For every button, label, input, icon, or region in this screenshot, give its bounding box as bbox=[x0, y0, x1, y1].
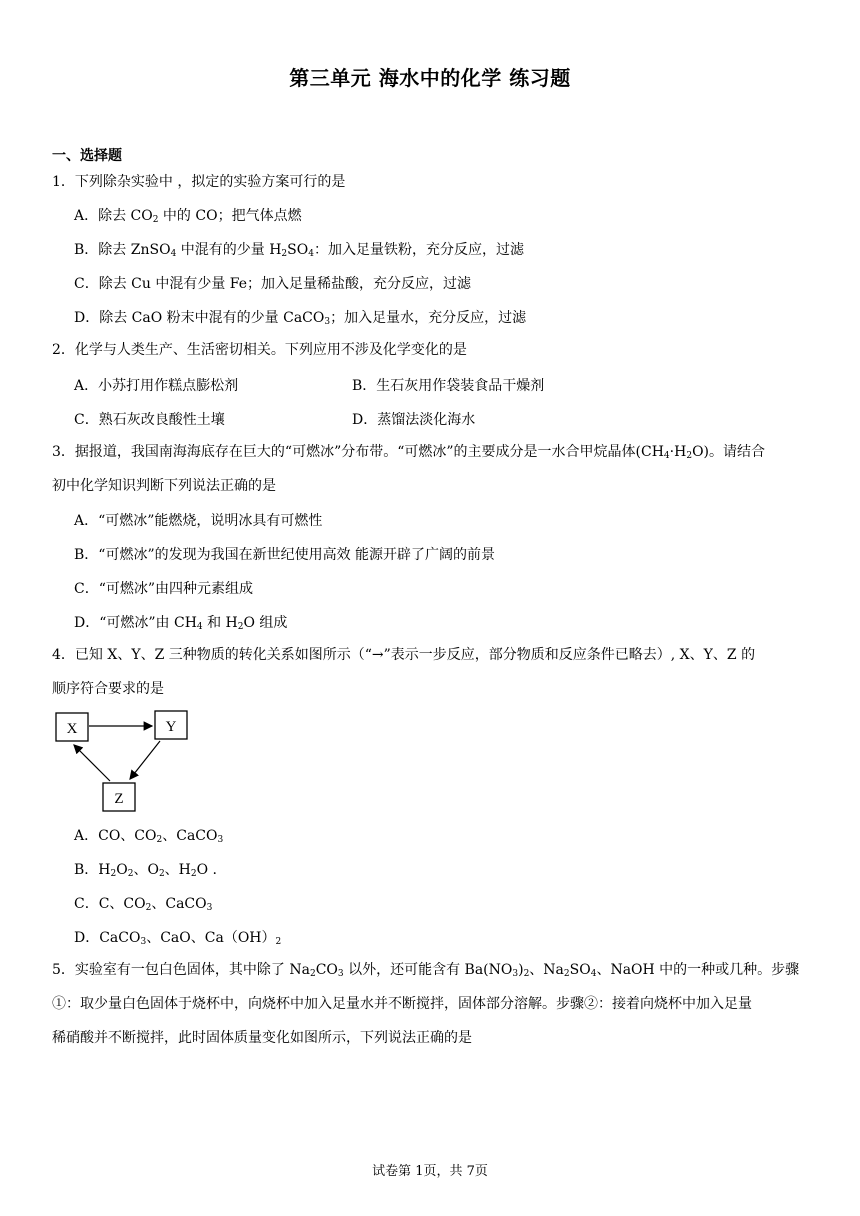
arrow-z-to-x bbox=[74, 745, 110, 781]
arrow-y-to-z bbox=[130, 741, 160, 779]
q1-stem: 1．下列除杂实验中 ，拟定的实验方案可行的是 bbox=[52, 174, 346, 190]
label-x: X bbox=[66, 721, 78, 737]
q3-option-a: A．“可燃冰”能燃烧，说明冰具有可燃性 bbox=[74, 513, 323, 529]
q1-option-c: C．除去 Cu 中混有少量 Fe；加入足量稀盐酸，充分反应，过滤 bbox=[74, 276, 472, 292]
q2-option-a: A．小苏打用作糕点膨松剂 bbox=[74, 378, 239, 394]
section-heading: 一、选择题 bbox=[52, 148, 122, 164]
q3-option-c: C．“可燃冰”由四种元素组成 bbox=[74, 581, 254, 597]
q4-option-d: D．CaCO$_3$、CaO、$Ca(OH)_2$ bbox=[74, 930, 282, 947]
q1-option-b: B．除去 ZnSO$_4$ 中混有的少量 $H_2SO_4$：加入足量铁粉，充分反应，过滤 bbox=[74, 242, 524, 259]
q4-option-a: A．CO、$CO_2$、CaCO$_3$ bbox=[74, 828, 224, 845]
q3-stem-line2: 初中化学知识判断下列说法正确的是 bbox=[52, 478, 276, 494]
page-title: 第三单元 海水中的化学 练习题 bbox=[289, 66, 571, 90]
q3-option-b: B．“可燃冰”的发现为我国在新世纪使用高效 能源开辟了广阔的前景 bbox=[74, 547, 496, 563]
label-z: Z bbox=[114, 791, 124, 807]
page-footer: 试卷第 1页，共 7页 bbox=[372, 1164, 488, 1179]
q3-stem-line1: 3．据报道，我国南海海底存在巨大的“可燃冰”分布带。“可燃冰”的主要成分是一水合甲烷晶体$(CH_4\cdot H_2O)$。请结合 bbox=[52, 444, 766, 461]
q5-line1: 5．实验室有一包白色固体，其中除了 $Na_2CO_3$ 以外，还可能含有 $Ba(NO_3)_2$、$Na_2SO_4$、NaOH 中的一种或几种。步骤 bbox=[52, 962, 800, 979]
q2-stem: 2．化学与人类生产、生活密切相关。下列应用不涉及化学变化的是 bbox=[52, 342, 467, 358]
q2-option-d: D．蒸馏法淡化海水 bbox=[352, 412, 476, 428]
label-y: Y bbox=[165, 719, 177, 735]
q5-line2: ①：取少量白色固体于烧杯中，向烧杯中加入足量水并不断搅拌，固体部分溶解。步骤②：接着向烧杯中加入足量 bbox=[52, 996, 752, 1012]
q5-line3: 稀硝酸并不断搅拌，此时固体质量变化如图所示，下列说法正确的是 bbox=[52, 1030, 472, 1046]
q1-option-a: A．除去 $CO_2$ 中的 CO；把气体点燃 bbox=[74, 208, 302, 225]
q2-option-c: C．熟石灰改良酸性土壤 bbox=[74, 412, 225, 428]
q4-option-c: C．C、$CO_2$、CaCO$_3$ bbox=[74, 896, 213, 913]
q3-option-d: D．“可燃冰”由 $CH_4$ 和 $H_2O$ 组成 bbox=[74, 615, 288, 632]
q4-stem-line1: 4．已知 X、Y、Z 三种物质的转化关系如图所示（“→”表示一步反应，部分物质和反应条件已略去）, X、Y、Z 的 bbox=[52, 647, 756, 663]
q4-option-b: B．$H_2O_2$、$O_2$、$H_2O$ . bbox=[74, 862, 218, 879]
q4-stem-line2: 顺序符合要求的是 bbox=[52, 681, 164, 697]
q1-option-d: D．除去 CaO 粉末中混有的少量 CaCO$_3$；加入足量水，充分反应，过滤 bbox=[74, 310, 527, 327]
xyz-transformation-diagram bbox=[52, 705, 197, 817]
q2-option-b: B．生石灰用作袋装食品干燥剂 bbox=[352, 378, 545, 394]
